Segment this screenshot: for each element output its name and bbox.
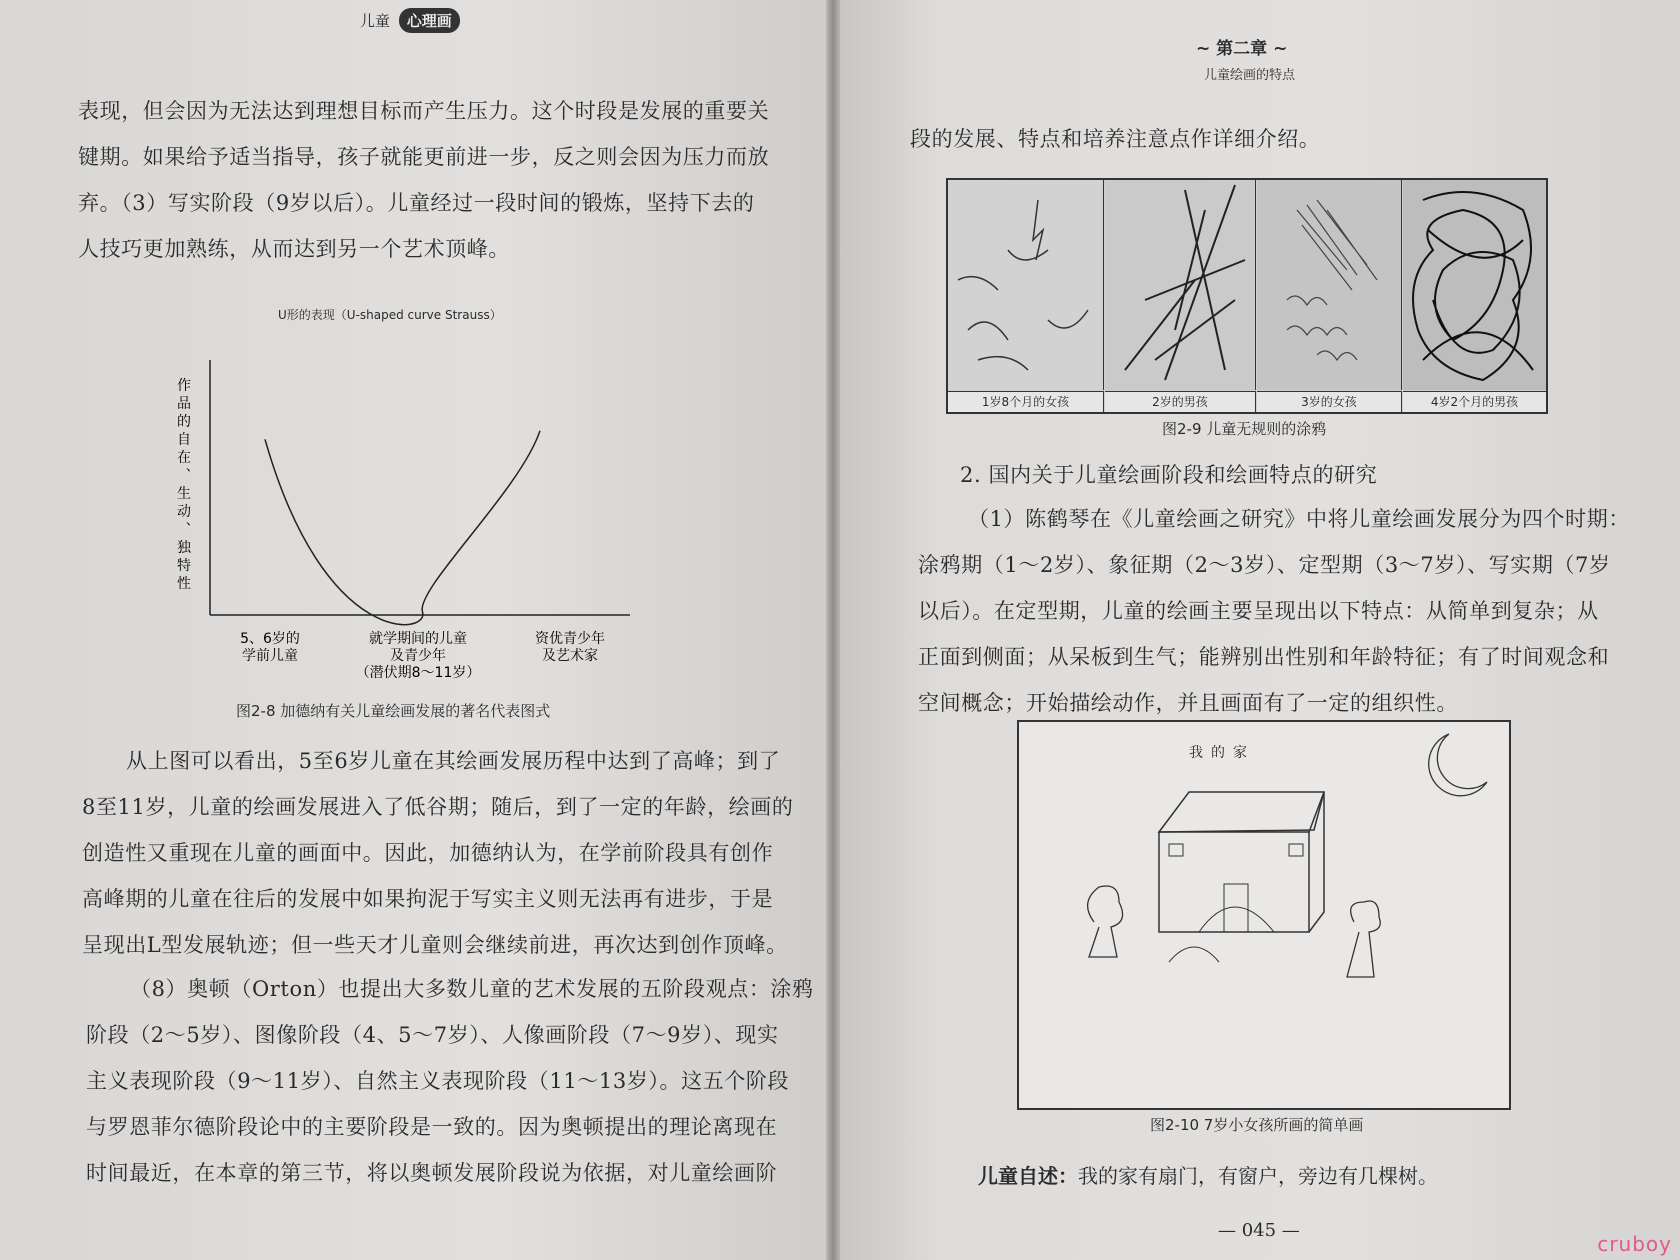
house-drawing (1019, 722, 1509, 1108)
u-curve-line (265, 431, 540, 625)
x-tick-label: （潜伏期8～11岁） (355, 665, 481, 681)
header-text: 儿童 (360, 12, 391, 30)
fig9-label-1: 1岁8个月的女孩 (948, 391, 1104, 412)
x-tick-label: 及艺术家 (542, 648, 598, 664)
scribble-panel-3 (1257, 180, 1402, 390)
text-line: （8）奥顿（Orton）也提出大多数儿童的艺术发展的五阶段观点：涂鸦 (130, 977, 814, 1001)
scribble-drawing-2 (1105, 180, 1255, 390)
x-tick-label: 学前儿童 (242, 648, 298, 664)
scribble-panel-2 (1105, 180, 1256, 390)
fig9-label-3: 3岁的女孩 (1257, 391, 1402, 412)
running-header (360, 8, 460, 33)
y-axis-label (177, 378, 192, 592)
page-number: — 045 — (1218, 1220, 1300, 1241)
child-statement-label: 儿童自述： (978, 1164, 1078, 1188)
x-tick-label: 5、6岁的 (240, 631, 300, 647)
scribble-panel-4 (1403, 180, 1546, 390)
drawing-title: 我的家 (1189, 745, 1255, 761)
text-line: 与罗恩菲尔德阶段论中的主要阶段是一致的。因为奥顿提出的理论离现在 (86, 1115, 778, 1139)
text-line: 从上图可以看出，5至6岁儿童在其绘画发展历程中达到了高峰；到了 (126, 749, 781, 773)
figure-2-9 (946, 178, 1548, 414)
child-statement (978, 1160, 1438, 1189)
figure-2-10-caption: 图2-10 7岁小女孩所画的简单画 (1150, 1116, 1364, 1134)
chapter-subtitle: 儿童绘画的特点 (1204, 68, 1296, 83)
door-arch (1199, 907, 1274, 932)
tree-left (1088, 886, 1123, 957)
text-line: 高峰期的儿童在往后的发展中如果拘泥于写实主义则无法再有进步，于是 (82, 887, 774, 911)
u-curve-chart (170, 350, 640, 690)
chapter-ornament-right: ~ (1273, 39, 1288, 59)
paragraph-3 (86, 966, 814, 1196)
y-axis-label-char: 独 (177, 540, 191, 556)
x-tick-label: 就学期间的儿童 (369, 631, 467, 647)
section-heading: 2. 国内关于儿童绘画阶段和绘画特点的研究 (960, 463, 1378, 487)
y-axis-label-char: ︑ (177, 522, 191, 538)
chapter-ornament-left: ~ (1196, 39, 1211, 59)
text-line: 空间概念；开始描绘动作，并且画面有了一定的组织性。 (918, 691, 1458, 715)
right-paragraph (918, 496, 1630, 726)
book-spine (826, 0, 840, 1260)
scribble-drawing-1 (948, 180, 1103, 390)
scribble-drawing-3 (1257, 180, 1401, 390)
chart-title: U形的表现（U-shaped curve Strauss） (278, 308, 502, 322)
fig9-label-4: 4岁2个月的男孩 (1403, 391, 1546, 412)
text-line: 以后）。在定型期，儿童的绘画主要呈现出以下特点：从简单到复杂；从 (918, 599, 1599, 623)
text-line: 正面到侧面；从呆板到生气；能辨别出性别和年龄特征；有了时间观念和 (918, 645, 1610, 669)
y-axis-label-char: 生 (177, 486, 191, 502)
y-axis-label-char: 品 (177, 396, 191, 412)
text-line: 弃。（3）写实阶段（9岁以后）。儿童经过一段时间的锻炼，坚持下去的 (78, 191, 755, 215)
chapter-title-text: 第二章 (1216, 39, 1268, 59)
x-tick-label: 及青少年 (390, 648, 446, 664)
fig9-label-2: 2岁的男孩 (1105, 391, 1256, 412)
x-tick-labels (240, 630, 605, 681)
chapter-title (1196, 34, 1287, 59)
y-axis-label-char: 特 (177, 558, 191, 574)
y-axis-label-char: 自 (177, 432, 191, 448)
child-statement-text: 我的家有扇门，有窗户，旁边有几棵树。 (1078, 1164, 1438, 1188)
sun-moon-icon (1429, 734, 1487, 796)
y-axis-label-char: 性 (177, 576, 191, 592)
text-line: 主义表现阶段（9～11岁）、自然主义表现阶段（11～13岁）。这五个阶段 (86, 1069, 790, 1093)
house-side (1309, 792, 1324, 932)
figure-2-9-caption: 图2-9 儿童无规则的涂鸦 (1162, 420, 1327, 438)
figure-2-8-caption: 图2-8 加德纳有关儿童绘画发展的著名代表图式 (236, 702, 551, 720)
window-left (1169, 844, 1183, 856)
text-line: 键期。如果给予适当指导，孩子就能更前进一步，反之则会因为压力而放 (78, 145, 770, 169)
house-roof (1159, 792, 1324, 832)
right-line-1: 段的发展、特点和培养注意点作详细介绍。 (910, 127, 1321, 151)
text-line: 表现，但会因为无法达到理想目标而产生压力。这个时段是发展的重要关 (78, 99, 770, 123)
text-line: （1）陈鹤琴在《儿童绘画之研究》中将儿童绘画发展分为四个时期： (968, 507, 1630, 531)
text-line: 涂鸦期（1～2岁）、象征期（2～3岁）、定型期（3～7岁）、写实期（7岁 (918, 553, 1611, 577)
y-axis-label-char: 作 (177, 378, 191, 394)
scribble-panel-1 (948, 180, 1104, 390)
text-line: 人技巧更加熟练，从而达到另一个艺术顶峰。 (78, 237, 510, 261)
ground-mound (1169, 947, 1219, 962)
house-wall (1159, 832, 1309, 932)
y-axis-label-char: ︑ (177, 468, 191, 484)
text-line: 阶段（2～5岁）、图像阶段（4、5～7岁）、人像画阶段（7～9岁）、现实 (86, 1023, 779, 1047)
paragraph-1 (78, 88, 769, 272)
text-line: 8至11岁，儿童的绘画发展进入了低谷期；随后，到了一定的年龄，绘画的 (82, 795, 794, 819)
tree-right (1347, 901, 1380, 977)
text-line: 呈现出L型发展轨迹；但一些天才儿童则会继续前进，再次达到创作顶峰。 (82, 933, 788, 957)
text-line: 创造性又重现在儿童的画面中。因此，加德纳认为，在学前阶段具有创作 (82, 841, 774, 865)
x-tick-label: 资优青少年 (535, 631, 605, 647)
paragraph-2 (82, 738, 793, 968)
figure-2-10 (1017, 720, 1511, 1110)
watermark: cruboy (1597, 1232, 1672, 1256)
y-axis-label-char: 的 (177, 414, 191, 430)
scribble-drawing-4 (1403, 180, 1546, 390)
y-axis-label-char: 动 (177, 504, 191, 520)
y-axis-label-char: 在 (177, 450, 191, 466)
window-right (1289, 844, 1303, 856)
header-badge: 心理画 (399, 8, 460, 33)
text-line: 时间最近，在本章的第三节，将以奥顿发展阶段说为依据，对儿童绘画阶 (86, 1161, 778, 1185)
